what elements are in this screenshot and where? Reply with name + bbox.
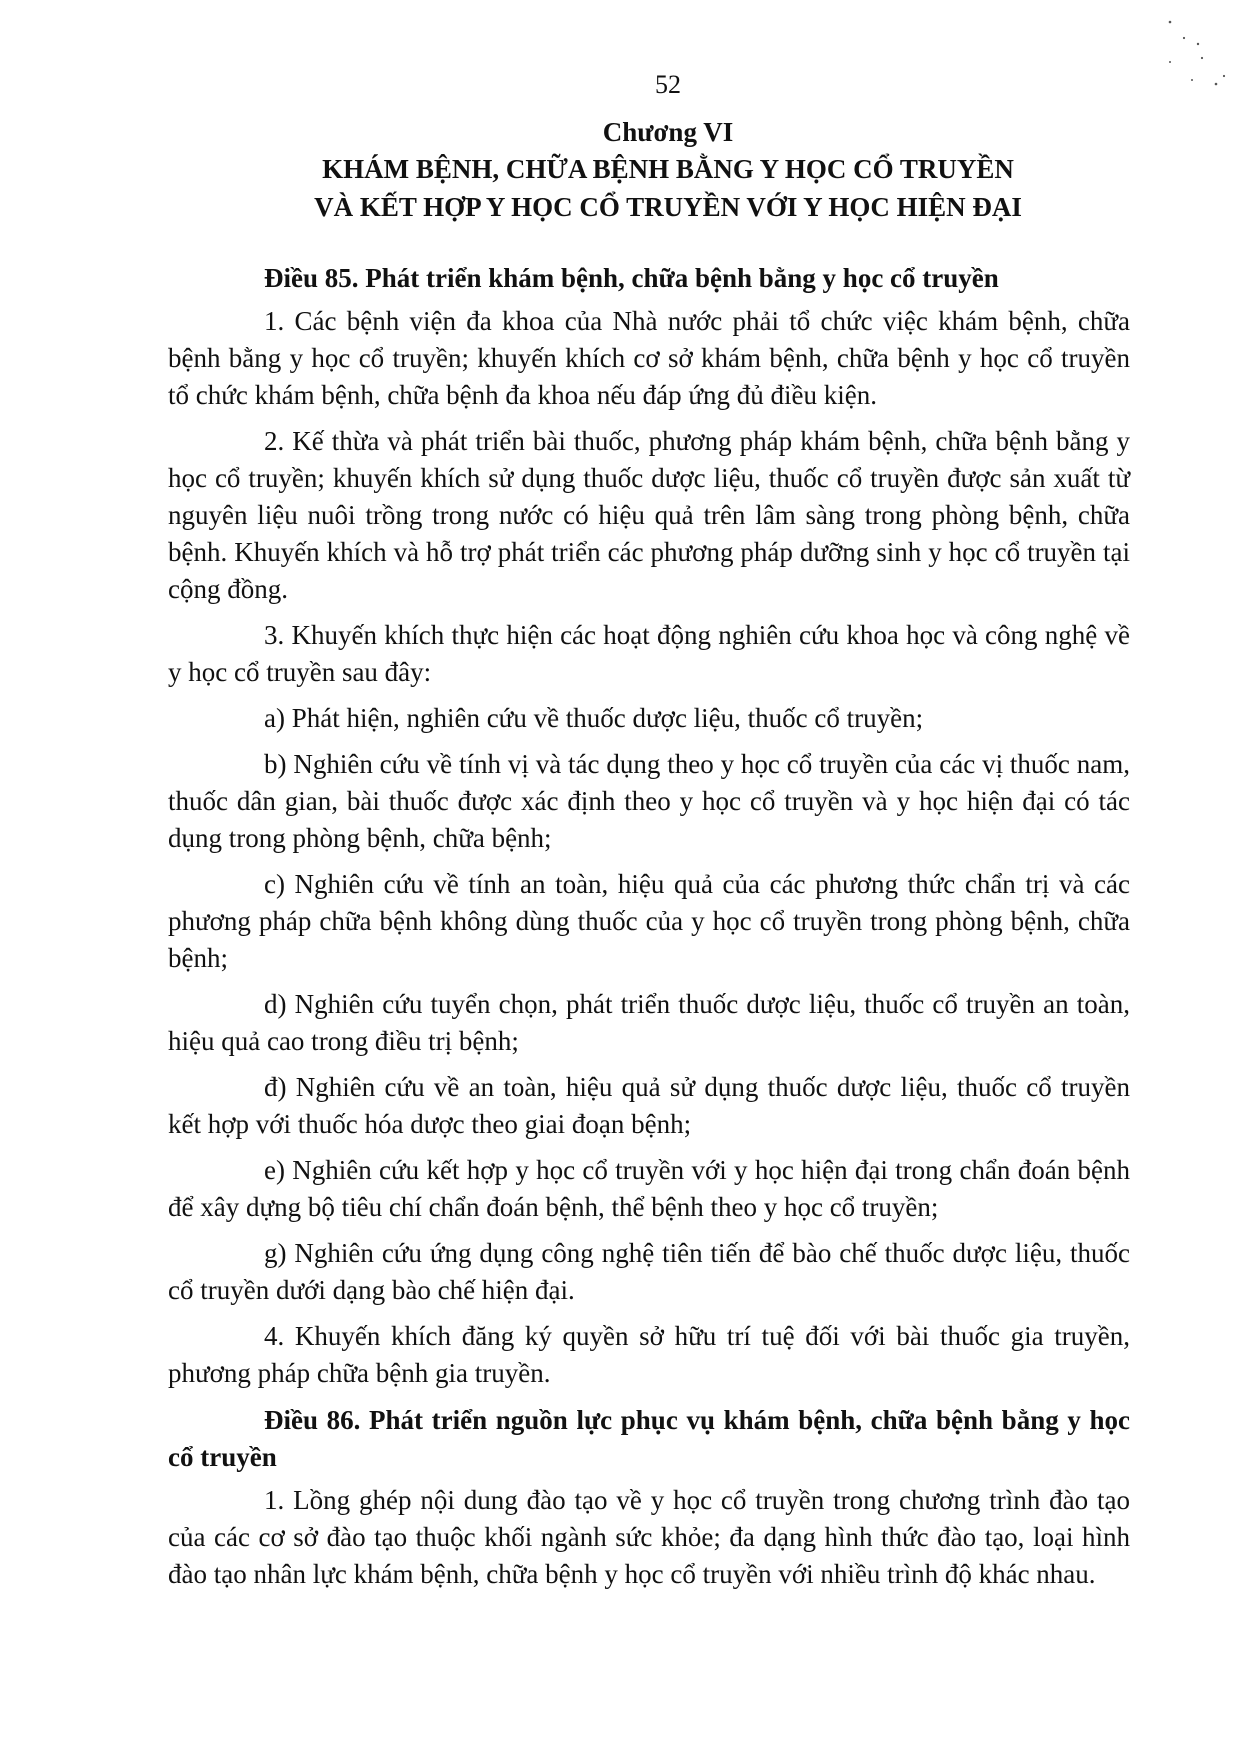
document-page xyxy=(168,70,1130,1602)
article-85-point-g: g) Nghiên cứu ứng dụng công nghệ tiên tiến để bào chế thuốc dược liệu, thuốc cổ truyền dưới dạng bào chế hiện đại. xyxy=(168,1238,1130,1305)
article-86-heading: Điều 86. Phát triển nguồn lực phục vụ khám bệnh, chữa bệnh bằng y học cổ truyền xyxy=(168,1405,1130,1472)
article-85-clause-3: 3. Khuyến khích thực hiện các hoạt động nghiên cứu khoa học và công nghệ về y học cổ truyền sau đây: xyxy=(168,620,1130,687)
article-85-clause-4: 4. Khuyến khích đăng ký quyền sở hữu trí tuệ đối với bài thuốc gia truyền, phương pháp chữa bệnh gia truyền. xyxy=(168,1321,1130,1388)
article-85-clause-1: 1. Các bệnh viện đa khoa của Nhà nước phải tổ chức việc khám bệnh, chữa bệnh bằng y học cổ truyền; khuyến khích cơ sở khám bệnh, chữa bệnh y học cổ truyền tổ chức khám bệnh, chữa bệnh đa khoa nếu đáp ứng đủ điều kiện. xyxy=(168,306,1130,410)
article-85-point-a: a) Phát hiện, nghiên cứu về thuốc dược liệu, thuốc cổ truyền; xyxy=(264,703,924,733)
chapter-subtitle-line-2: VÀ KẾT HỢP Y HỌC CỔ TRUYỀN VỚI Y HỌC HIỆN ĐẠI xyxy=(314,192,1022,222)
article-85-point-b: b) Nghiên cứu về tính vị và tác dụng theo y học cổ truyền của các vị thuốc nam, thuốc dân gian, bài thuốc được xác định theo y học cổ truyền và y học hiện đại có tác dụng trong phòng bệnh, chữa bệnh; xyxy=(168,749,1130,853)
article-85-point-dd: đ) Nghiên cứu về an toàn, hiệu quả sử dụng thuốc dược liệu, thuốc cổ truyền kết hợp với thuốc hóa dược theo giai đoạn bệnh; xyxy=(168,1072,1130,1139)
article-85-point-d: d) Nghiên cứu tuyển chọn, phát triển thuốc dược liệu, thuốc cổ truyền an toàn, hiệu quả cao trong điều trị bệnh; xyxy=(168,989,1130,1056)
article-85-heading: Điều 85. Phát triển khám bệnh, chữa bệnh bằng y học cổ truyền xyxy=(264,263,999,293)
scan-specks xyxy=(1140,0,1250,120)
chapter-title: Chương VI xyxy=(602,117,734,147)
article-86-clause-1: 1. Lồng ghép nội dung đào tạo về y học cổ truyền trong chương trình đào tạo của các cơ sở đào tạo thuộc khối ngành sức khỏe; đa dạng hình thức đào tạo, loại hình đào tạo nhân lực khám bệnh, chữa bệnh y học cổ truyền với nhiều trình độ khác nhau. xyxy=(168,1485,1130,1589)
page-number: 52 xyxy=(655,70,681,99)
article-85-point-c: c) Nghiên cứu về tính an toàn, hiệu quả của các phương thức chẩn trị và các phương pháp chữa bệnh không dùng thuốc của y học cổ truyền trong phòng bệnh, chữa bệnh; xyxy=(168,869,1130,973)
article-85-point-e: e) Nghiên cứu kết hợp y học cổ truyền với y học hiện đại trong chẩn đoán bệnh để xây dựng bộ tiêu chí chẩn đoán bệnh, thể bệnh theo y học cổ truyền; xyxy=(168,1155,1130,1222)
chapter-subtitle-line-1: KHÁM BỆNH, CHỮA BỆNH BẰNG Y HỌC CỔ TRUYỀN xyxy=(322,154,1014,184)
article-85-clause-2: 2. Kế thừa và phát triển bài thuốc, phương pháp khám bệnh, chữa bệnh bằng y học cổ truyền; khuyến khích sử dụng thuốc dược liệu, thuốc cổ truyền được sản xuất từ nguyên liệu nuôi trồng trong nước có hiệu quả trên lâm sàng trong phòng bệnh, chữa bệnh. Khuyến khích và hỗ trợ phát triển các phương pháp dưỡng sinh y học cổ truyền tại cộng đồng. xyxy=(168,426,1130,604)
article-85 xyxy=(168,260,1130,1392)
article-86 xyxy=(168,1402,1130,1593)
